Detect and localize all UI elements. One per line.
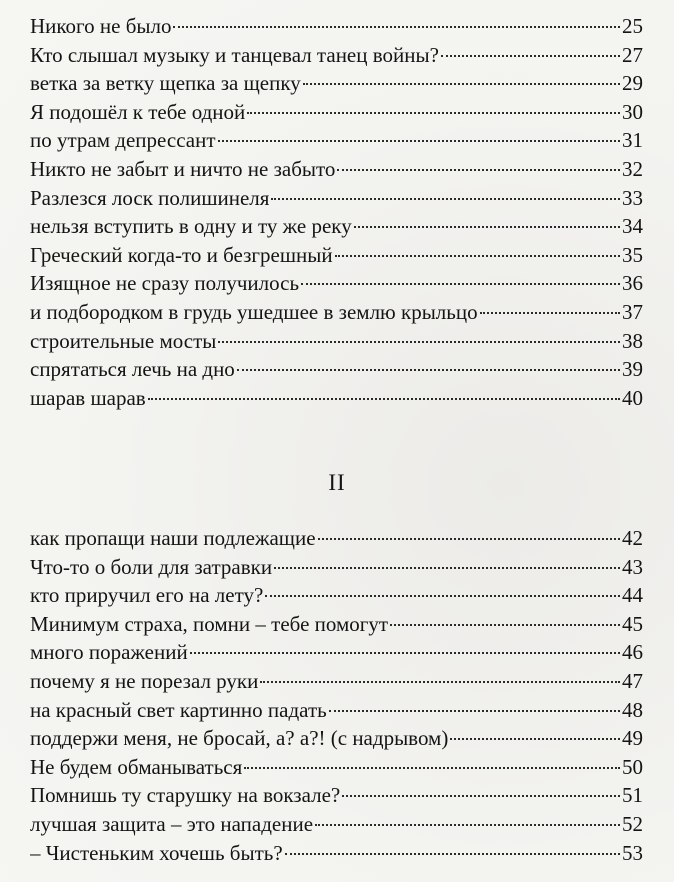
dot-leader xyxy=(218,340,620,343)
dot-leader xyxy=(480,311,620,314)
toc-entry-title: Никого не было xyxy=(30,14,172,38)
toc-entry xyxy=(30,12,643,41)
toc-entry-title: спрятаться лечь на дно xyxy=(30,357,235,382)
toc-entry-title: кто приручил его на лету? xyxy=(30,583,264,608)
toc-entry-title: на красный свет картинно падать xyxy=(30,697,327,722)
toc-entry xyxy=(30,696,643,725)
toc-entry xyxy=(30,41,643,70)
toc-entry-title: и подбородком в грудь ушедшее в землю крыльцо xyxy=(30,299,478,324)
toc-entry xyxy=(30,69,643,98)
dot-leader xyxy=(318,537,620,540)
toc-entry-page: 30 xyxy=(622,99,643,124)
toc-entry xyxy=(30,155,643,184)
toc-entry xyxy=(30,126,643,155)
dot-leader xyxy=(271,197,620,200)
toc-entry xyxy=(30,298,643,327)
toc-entry-page: 45 xyxy=(622,611,643,636)
toc-entry-title: как пропащи наши подлежащие xyxy=(30,526,316,550)
dot-leader xyxy=(148,397,620,400)
dot-leader xyxy=(247,111,620,114)
toc-entry-title: Разлезся лоск полишинеля xyxy=(30,185,270,210)
dot-leader xyxy=(260,680,620,683)
toc-entry-page: 29 xyxy=(622,71,643,96)
toc-entry-page: 42 xyxy=(622,526,643,550)
toc-entry xyxy=(30,667,643,696)
toc-entry-title: нельзя вступить в одну и ту же реку xyxy=(30,214,352,239)
toc-entry-page: 36 xyxy=(622,271,643,296)
dot-leader xyxy=(315,823,620,826)
toc-entry-page: 50 xyxy=(622,754,643,779)
toc-section-two xyxy=(30,524,643,867)
toc-entry-page: 48 xyxy=(622,697,643,722)
dot-leader xyxy=(218,139,620,142)
toc-entry-page: 52 xyxy=(622,811,643,836)
part-heading: II xyxy=(328,470,346,495)
dot-leader xyxy=(285,852,620,855)
dot-leader xyxy=(301,282,620,285)
toc-entry-title: Минимум страха, помни – тебе помогут xyxy=(30,611,389,636)
toc-entry-title: Греческий когда-то и безгрешный xyxy=(30,242,333,267)
toc-entry xyxy=(30,241,643,270)
dot-leader xyxy=(354,225,620,228)
toc-entry-page: 33 xyxy=(622,185,643,210)
dot-leader xyxy=(390,623,620,626)
toc-section-one xyxy=(30,12,643,412)
toc-entry xyxy=(30,212,643,241)
toc-entry-title: строительные мосты xyxy=(30,328,217,353)
toc-entry-page: 25 xyxy=(622,14,643,38)
toc-entry-title: Не будем обманываться xyxy=(30,754,243,779)
dot-leader xyxy=(244,766,620,769)
toc-entry-page: 40 xyxy=(622,385,643,410)
dot-leader xyxy=(335,254,620,257)
toc-entry xyxy=(30,384,643,413)
toc-entry-page: 38 xyxy=(622,328,643,353)
toc-entry xyxy=(30,753,643,782)
toc-entry-page: 53 xyxy=(622,840,643,865)
dot-leader xyxy=(190,651,620,654)
toc-entry xyxy=(30,327,643,356)
toc-entry-title: лучшая защита – это нападение xyxy=(30,811,314,836)
toc-entry-page: 51 xyxy=(622,783,643,808)
toc-entry-page: 39 xyxy=(622,357,643,382)
toc-entry xyxy=(30,638,643,667)
toc-entry xyxy=(30,98,643,127)
toc-entry xyxy=(30,581,643,610)
toc-entry-page: 27 xyxy=(622,42,643,67)
toc-entry-page: 35 xyxy=(622,242,643,267)
toc-entry-page: 44 xyxy=(622,583,643,608)
toc-entry-page: 34 xyxy=(622,214,643,239)
dot-leader xyxy=(237,368,620,371)
toc-entry-page: 32 xyxy=(622,156,643,181)
toc-entry xyxy=(30,524,643,553)
toc-entry xyxy=(30,355,643,384)
dot-leader xyxy=(441,54,620,57)
toc-entry-title: много поражений xyxy=(30,640,188,665)
toc-entry-title: Что-то о боли для затравки xyxy=(30,554,273,579)
toc-entry xyxy=(30,810,643,839)
toc-entry-title: ветка за ветку щепка за щепку xyxy=(30,71,301,96)
dot-leader xyxy=(173,25,620,28)
toc-entry-title: по утрам депрессант xyxy=(30,128,216,153)
toc-entry xyxy=(30,781,643,810)
dot-leader xyxy=(329,709,620,712)
toc-entry-title: шарав шарав xyxy=(30,385,146,410)
toc-entry-page: 47 xyxy=(622,668,643,693)
toc-entry-title: Никто не забыт и ничто не забыто xyxy=(30,156,336,181)
toc-entry-title: – Чистеньким хочешь быть? xyxy=(30,840,283,865)
toc-entry-title: поддержи меня, не бросай, а? а?! (с надрывом) xyxy=(30,726,449,751)
dot-leader xyxy=(265,594,620,597)
toc-entry-title: Помнишь ту старушку на вокзале? xyxy=(30,783,341,808)
toc-entry-title: Кто слышал музыку и танцевал танец войны? xyxy=(30,42,439,67)
toc-entry-page: 49 xyxy=(622,726,643,751)
toc-entry-title: Изящное не сразу получилось xyxy=(30,271,300,296)
dot-leader xyxy=(342,794,620,797)
dot-leader xyxy=(337,168,620,171)
toc-entry-page: 43 xyxy=(622,554,643,579)
toc-entry-title: почему я не порезал руки xyxy=(30,668,259,693)
toc-entry xyxy=(30,553,643,582)
toc-entry-title: Я подошёл к тебе одной xyxy=(30,99,246,124)
toc-entry xyxy=(30,269,643,298)
toc-entry-page: 37 xyxy=(622,299,643,324)
toc-entry xyxy=(30,724,643,753)
toc-entry xyxy=(30,839,643,868)
toc-entry xyxy=(30,610,643,639)
dot-leader xyxy=(450,737,620,740)
dot-leader xyxy=(274,566,620,569)
toc-entry-page: 31 xyxy=(622,128,643,153)
dot-leader xyxy=(303,82,620,85)
toc-entry xyxy=(30,184,643,213)
toc-entry-page: 46 xyxy=(622,640,643,665)
